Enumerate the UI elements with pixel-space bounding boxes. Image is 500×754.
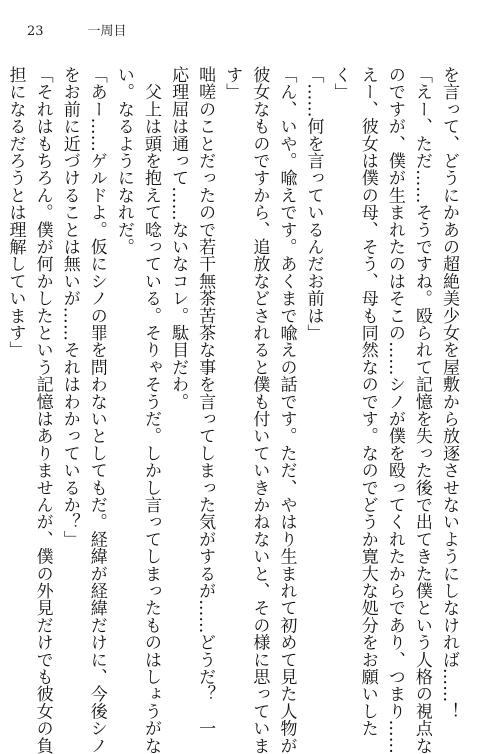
text-line: 彼女なものですから、追放などされると僕も付いていきかねないと、その様に思っていま — [249, 66, 270, 754]
page-number: 23 — [27, 24, 44, 39]
text-line: 「えー、ただ……そうですね。殴られて記憶を失った後で出てきた僕という人格の視点な — [411, 66, 432, 754]
text-line: 「ん、いや。喩えです。あくまで喩えの話です。ただ、やはり生まれて初めて見た人物が — [276, 66, 297, 754]
text-line: 「あー……ゲルドよ。仮にシノの罪を問わないとしてもだ。経緯が経緯だけに、今後シノ — [86, 66, 107, 754]
text-line: 「……何を言っているんだお前は」 — [303, 66, 324, 342]
running-title: 一周目 — [87, 24, 127, 39]
vertical-body-text — [5, 66, 462, 754]
text-line: 応理屈は通って……ないなコレ。駄目だわ。 — [168, 66, 189, 410]
text-line: 父上は頭を抱えて唸っている。そりゃそうだ。しかし言ってしまったものはしょうがな — [140, 66, 161, 754]
page-header — [27, 20, 127, 39]
text-line: のですが、僕が生まれたのはそこの……シノが僕を殴ってくれたからであり、つまり…… — [384, 66, 405, 754]
text-line: す」 — [222, 66, 243, 101]
text-line: く」 — [330, 66, 351, 101]
text-line: をお前に近づけることは無いが……それはわかっているか？」 — [59, 66, 80, 548]
text-line: えー、彼女は僕の母、そう、母も同然なのです。なのでどうか寛大な処分をお願いした — [357, 66, 378, 737]
text-line: を言って、どうにかあの超絶美少女を屋敷から放逐させないようにしなければ……！ — [439, 66, 459, 720]
text-line: 咄嗟のことだったので若干無茶苦茶な事を言ってしまった気がするが……どうだ？ 一 — [195, 66, 216, 737]
text-line: 担になるだろうとは理解しています」 — [5, 66, 26, 359]
text-line: 「それはもちろん。僕が何かしたという記憶はありませんが、僕の外見だけでも彼女の負 — [32, 66, 53, 754]
text-line: い。なるようになれだ。 — [113, 66, 134, 256]
